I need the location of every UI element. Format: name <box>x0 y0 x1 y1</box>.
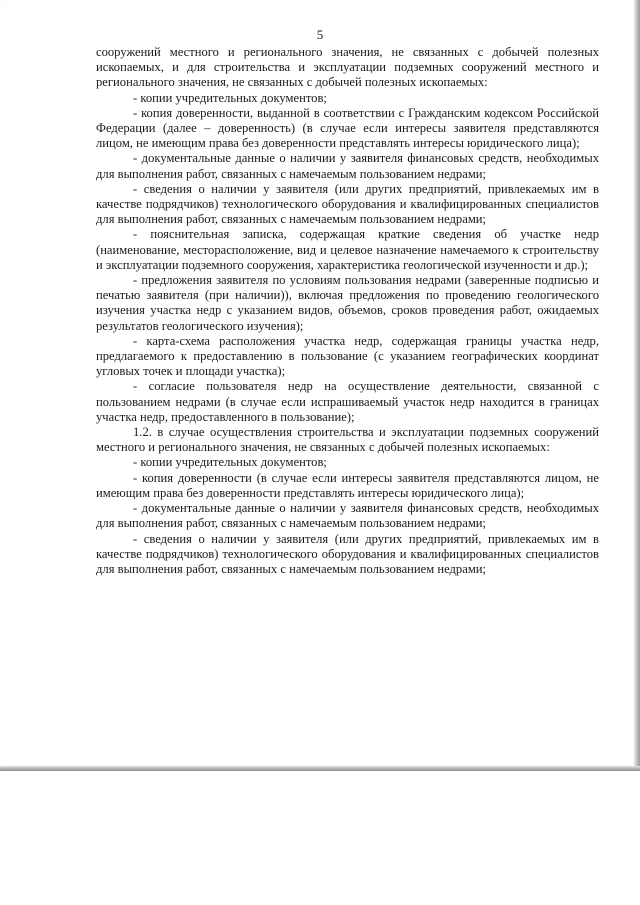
document-body <box>96 45 599 577</box>
paragraph: - копия доверенности, выданной в соответствии с Гражданским кодексом Российской Федерации (далее – доверенность) (в случае если интересы заявителя представляются лицом, не имеющим права без доверенности представлять интересы юридического лица); <box>96 105 599 151</box>
page-number: 5 <box>316 27 324 42</box>
paragraph: - согласие пользователя недр на осуществление деятельности, связанной с пользованием недрами (в случае если испрашиваемый участок недр находится в границах участка недр, предоставленного в пользование); <box>96 379 599 424</box>
paragraph: - документальные данные о наличии у заявителя финансовых средств, необходимых для выполнения работ, связанных с намечаемым пользованием недрами; <box>96 151 599 181</box>
paragraph: - карта-схема расположения участка недр, содержащая границы участка недр, предлагаемого к предоставлению в пользование (с указанием географических координат угловых точек и площади участка); <box>96 333 599 379</box>
paragraph: - пояснительная записка, содержащая краткие сведения об участке недр (наименование, месторасположение, вид и целевое назначение намечаемого к строительству и эксплуатации подземного сооружения, характеристика геологической изученности и др.); <box>96 227 599 272</box>
paragraph: - сведения о наличии у заявителя (или других предприятий, привлекаемых им в качестве подрядчиков) технологического оборудования и квалифицированных специалистов для выполнения работ, связанных с намечаемым пользованием недрами; <box>96 531 599 576</box>
paragraph: - документальные данные о наличии у заявителя финансовых средств, необходимых для выполнения работ, связанных с намечаемым пользованием недрами; <box>96 501 599 531</box>
paragraph: - копия доверенности (в случае если интересы заявителя представляются лицом, не имеющим права без доверенности представлять интересы юридического лица); <box>96 470 599 500</box>
paragraph: - копии учредительных документов; <box>133 455 327 470</box>
paragraph: сооружений местного и регионального значения, не связанных с добычей полезных ископаемых, и для строительства и эксплуатации подземных сооружений местного и регионального значения, не связанных с добычей полезных ископаемых: <box>96 45 599 90</box>
page-edge-shadow <box>634 0 640 770</box>
paragraph: - сведения о наличии у заявителя (или других предприятий, привлекаемых им в качестве подрядчиков) технологического оборудования и квалифицированных специалистов для выполнения работ, связанных с намечаемым пользованием недрами; <box>96 181 599 227</box>
paragraph: 1.2. в случае осуществления строительства и эксплуатации подземных сооружений местного и регионального значения, не связанных с добычей полезных ископаемых: <box>96 425 599 455</box>
paragraph: - предложения заявителя по условиям пользования недрами (заверенные подписью и печатью заявителя (при наличии)), включая предложения по проведению геологического изучения участка недр с указанием видов, объемов, сроков проведения работ, ожидаемых результатов геологического изучения); <box>96 273 599 333</box>
paragraph: - копии учредительных документов; <box>133 90 327 105</box>
page-edge-shadow-bottom <box>0 766 640 771</box>
